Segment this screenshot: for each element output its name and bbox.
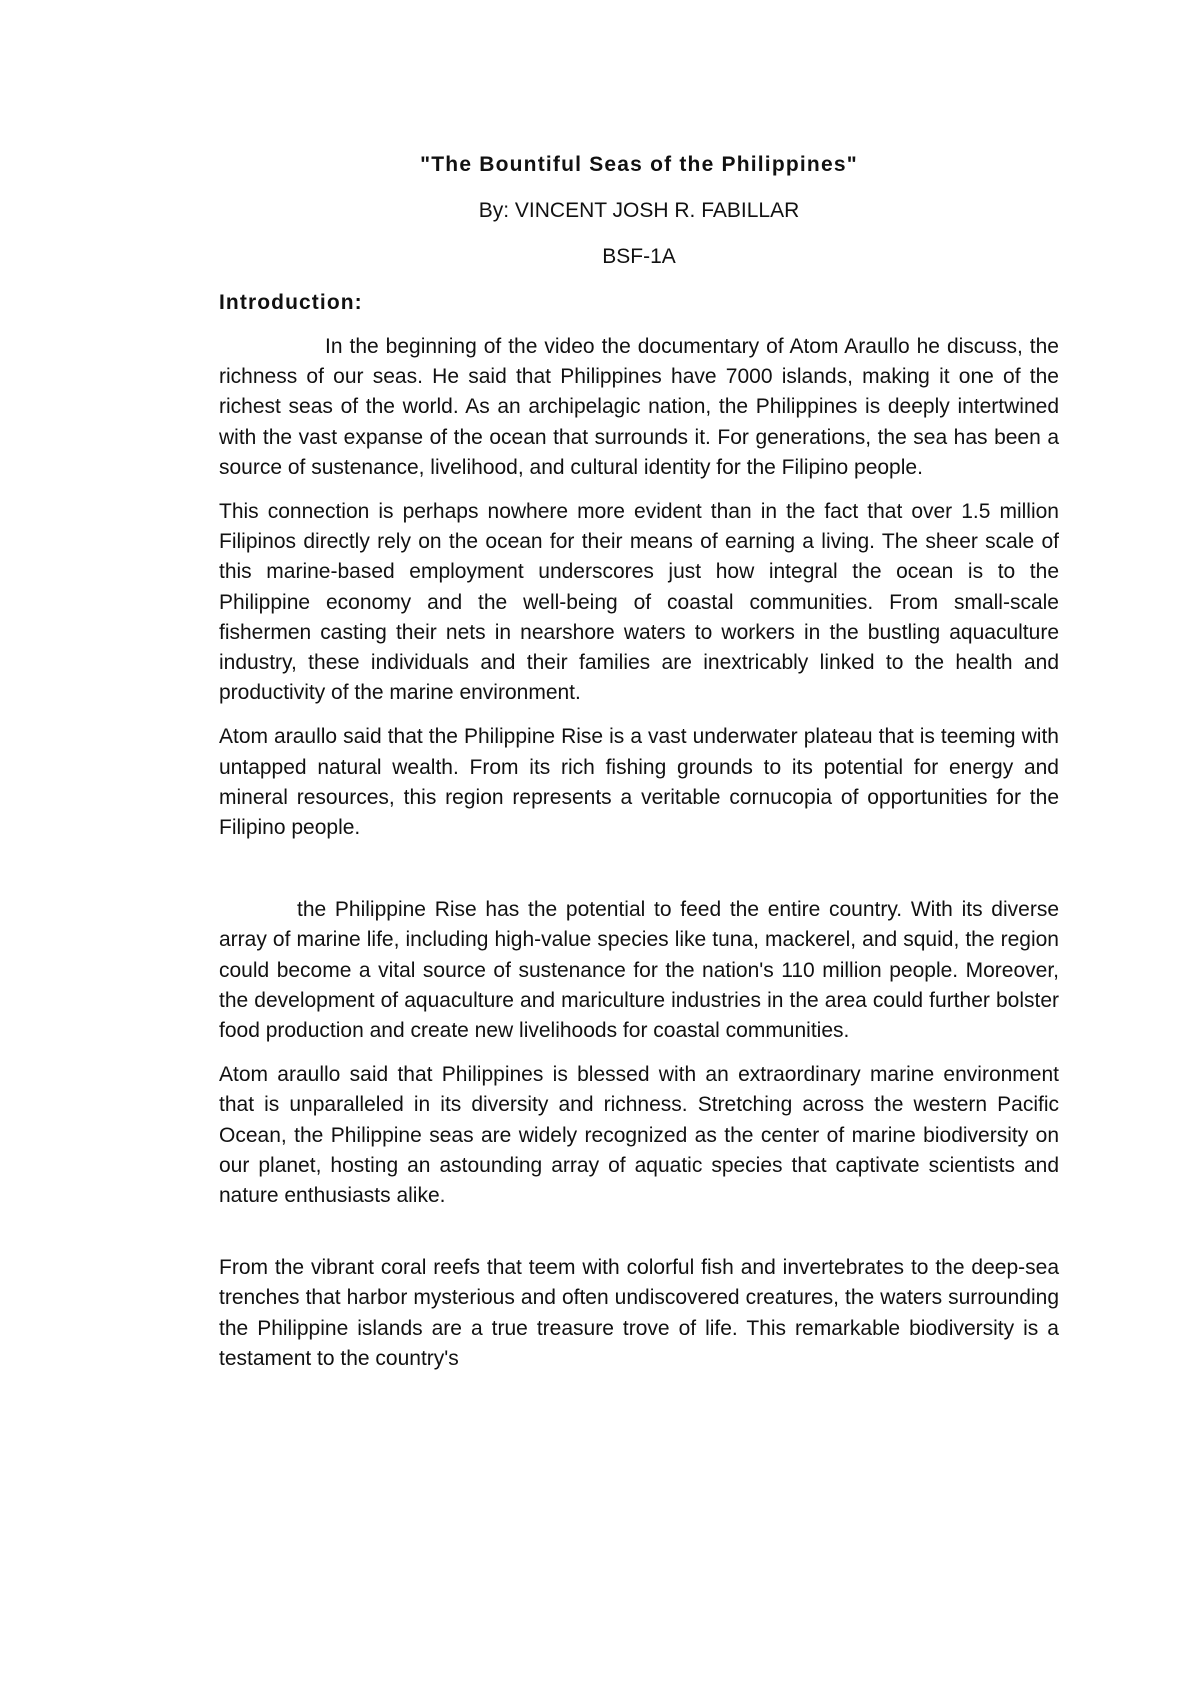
paragraph-2: This connection is perhaps nowhere more evident than in the fact that over 1.5 million Filipinos directly rely on the ocean for their means of earning a living. The sheer scale of this marine-based employment underscores just how integral the ocean is to the Philippine economy and the well-being of coastal communities. From small-scale fishermen casting their nets in nearshore waters to workers in the bustling aquaculture industry, these individuals and their families are inextricably linked to the health and productivity of the marine environment. <box>219 500 1059 705</box>
paragraph-1: In the beginning of the video the documentary of Atom Araullo he discuss, the richness of our seas. He said that Philippines have 7000 islands, making it one of the richest seas of the world. As an archipelagic nation, the Philippines is deeply intertwined with the vast expanse of the ocean that surrounds it. For generations, the sea has been a source of sustenance, livelihood, and cultural identity for the Filipino people. <box>219 335 1059 479</box>
document-title: "The Bountiful Seas of the Philippines" <box>420 153 858 176</box>
paragraph-3: Atom araullo said that the Philippine Rise is a vast underwater plateau that is teeming with untapped natural wealth. From its rich fishing grounds to its potential for energy and mineral resources, this region represents a veritable cornucopia of opportunities for the Filipino people. <box>219 725 1059 840</box>
author-byline: By: VINCENT JOSH R. FABILLAR <box>478 199 800 222</box>
introduction-heading: Introduction: <box>219 291 363 314</box>
paragraph-4: the Philippine Rise has the potential to feed the entire country. With its diverse array of marine life, including high-value species like tuna, mackerel, and squid, the region could become a vital source of sustenance for the nation's 110 million people. Moreover, the development of aquaculture and mariculture industries in the area could further bolster food production and create new livelihoods for coastal communities. <box>219 898 1059 1043</box>
paragraph-5: Atom araullo said that Philippines is blessed with an extraordinary marine environment that is unparalleled in its diversity and richness. Stretching across the western Pacific Ocean, the Philippine seas are widely recognized as the center of marine biodiversity on our planet, hosting an astounding array of aquatic species that captivate scientists and nature enthusiasts alike. <box>219 1063 1059 1208</box>
section-code: BSF-1A <box>602 245 676 268</box>
document-body <box>219 150 1059 1388</box>
paragraph-6: From the vibrant coral reefs that teem with colorful fish and invertebrates to the deep-sea trenches that harbor mysterious and often undiscovered creatures, the waters surrounding the Philippine islands are a true treasure trove of life. This remarkable biodiversity is a testament to the country's <box>219 1256 1059 1370</box>
